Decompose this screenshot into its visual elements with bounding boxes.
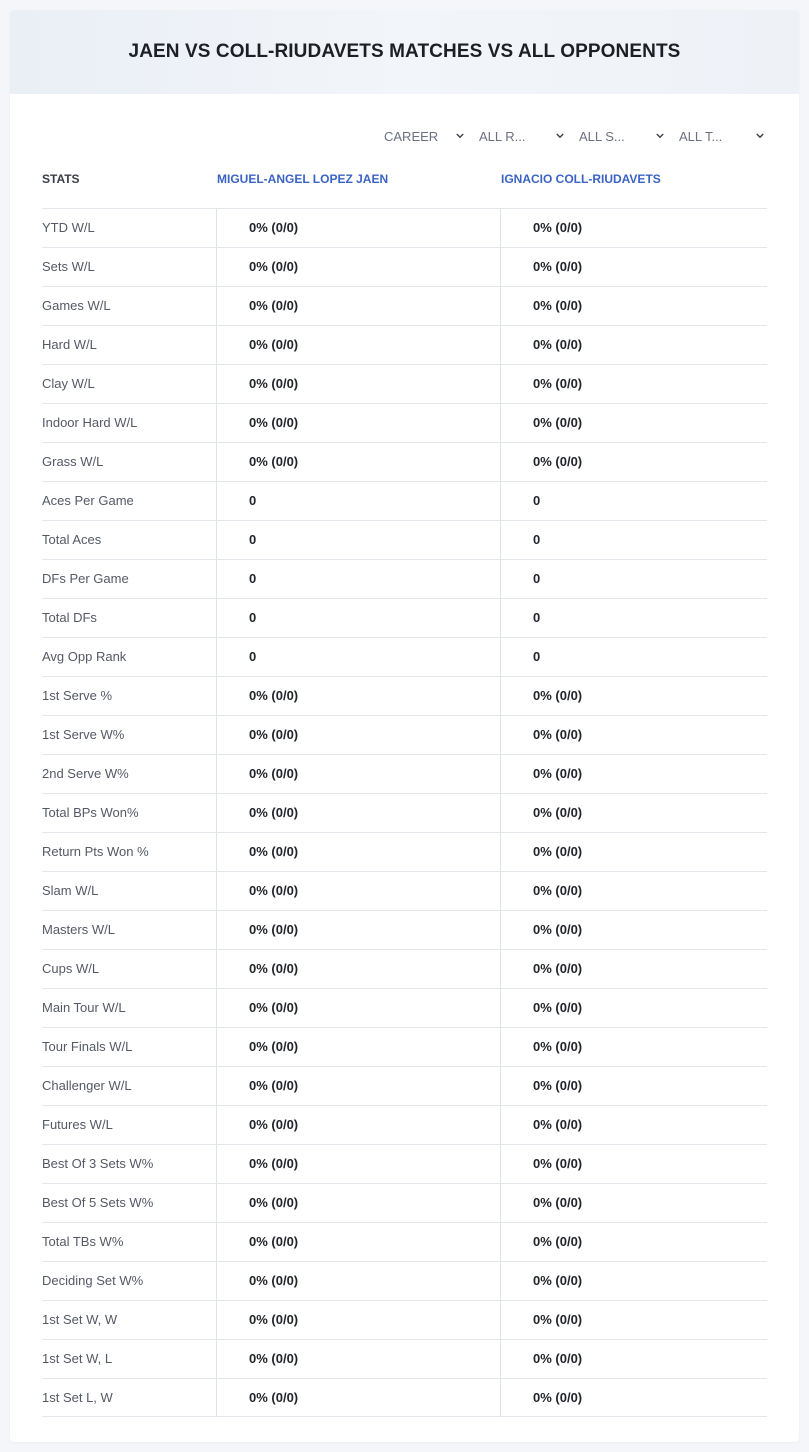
table-row (42, 1300, 767, 1339)
table-row (42, 637, 767, 676)
stat-label: Masters W/L (42, 922, 115, 937)
player2-stat-value: 0% (0/0) (500, 1184, 767, 1222)
stat-label: Deciding Set W% (42, 1273, 144, 1288)
player2-stat-value: 0% (0/0) (500, 1262, 767, 1300)
stat-label: Tour Finals W/L (42, 1039, 133, 1054)
stat-label: Hard W/L (42, 337, 97, 352)
table-row (42, 1339, 767, 1378)
stat-label: Cups W/L (42, 961, 100, 976)
player1-stat-value: 0 (216, 599, 500, 637)
stat-label: Games W/L (42, 298, 111, 313)
stat-label: YTD W/L (42, 220, 95, 235)
table-row (42, 1105, 767, 1144)
player1-stat-value: 0% (0/0) (216, 1223, 500, 1261)
player2-stat-value: 0 (500, 482, 767, 520)
player1-stat-value: 0% (0/0) (216, 443, 500, 481)
stat-label: Challenger W/L (42, 1078, 132, 1093)
stat-label: 1st Serve W% (42, 727, 125, 742)
player1-stat-value: 0% (0/0) (216, 1028, 500, 1066)
stat-label: Total BPs Won% (42, 805, 139, 820)
table-row (42, 676, 767, 715)
filter-tournaments-label: ALL T... (679, 128, 723, 144)
table-row (42, 1222, 767, 1261)
table-header (42, 170, 767, 208)
player2-stat-value: 0% (0/0) (500, 287, 767, 325)
filter-tournaments-select[interactable] (679, 126, 764, 146)
player2-stat-value: 0% (0/0) (500, 1340, 767, 1378)
table-row (42, 442, 767, 481)
stat-label: DFs Per Game (42, 571, 129, 586)
table-row (42, 403, 767, 442)
player1-stat-value: 0% (0/0) (216, 326, 500, 364)
player1-stat-value: 0% (0/0) (216, 677, 500, 715)
player1-stat-value: 0% (0/0) (216, 209, 500, 247)
player1-stat-value: 0 (216, 638, 500, 676)
table-row (42, 715, 767, 754)
chevron-down-icon (456, 132, 464, 140)
player2-stat-value: 0% (0/0) (500, 950, 767, 988)
player1-stat-value: 0% (0/0) (216, 365, 500, 403)
player1-stat-value: 0% (0/0) (216, 287, 500, 325)
player2-stat-value: 0% (0/0) (500, 1067, 767, 1105)
table-row (42, 793, 767, 832)
stat-label: Total Aces (42, 532, 102, 547)
stat-label: Best Of 3 Sets W% (42, 1156, 154, 1171)
stat-label: 1st Set W, W (42, 1312, 118, 1327)
player2-stat-value: 0 (500, 599, 767, 637)
table-row (42, 871, 767, 910)
player2-stat-value: 0% (0/0) (500, 716, 767, 754)
chevron-down-icon (556, 132, 564, 140)
table-row (42, 559, 767, 598)
player1-stat-value: 0% (0/0) (216, 404, 500, 442)
stat-label: Main Tour W/L (42, 1000, 126, 1015)
page-title: JAEN VS COLL-RIUDAVETS MATCHES VS ALL OPPONENTS (128, 41, 681, 62)
player1-stat-value: 0% (0/0) (216, 755, 500, 793)
player1-stat-value: 0% (0/0) (216, 716, 500, 754)
table-row (42, 286, 767, 325)
stat-label: Futures W/L (42, 1117, 113, 1132)
player1-stat-value: 0% (0/0) (216, 1106, 500, 1144)
table-row (42, 364, 767, 403)
column-header-player2-link[interactable]: IGNACIO COLL-RIUDAVETS (501, 172, 661, 186)
card-header (10, 10, 799, 94)
filter-rounds-label: ALL R... (479, 128, 526, 144)
filter-rounds-select[interactable] (479, 126, 564, 146)
player1-stat-value: 0% (0/0) (216, 1067, 500, 1105)
table-row (42, 1066, 767, 1105)
table-row (42, 949, 767, 988)
table-row (42, 1027, 767, 1066)
player1-stat-value: 0% (0/0) (216, 872, 500, 910)
table-row (42, 988, 767, 1027)
player2-stat-value: 0% (0/0) (500, 1223, 767, 1261)
player2-stat-value: 0% (0/0) (500, 833, 767, 871)
player1-stat-value: 0% (0/0) (216, 1301, 500, 1339)
table-row (42, 481, 767, 520)
stat-label: Clay W/L (42, 376, 95, 391)
table-row (42, 598, 767, 637)
stat-label: 2nd Serve W% (42, 766, 129, 781)
chevron-down-icon (656, 132, 664, 140)
table-row (42, 325, 767, 364)
stats-card (10, 10, 799, 1442)
player2-stat-value: 0% (0/0) (500, 404, 767, 442)
player2-stat-value: 0% (0/0) (500, 1301, 767, 1339)
player1-stat-value: 0 (216, 482, 500, 520)
stats-table-body (42, 208, 767, 1417)
stat-label: 1st Set L, W (42, 1390, 113, 1405)
player2-stat-value: 0% (0/0) (500, 209, 767, 247)
table-row (42, 208, 767, 247)
stat-label: 1st Serve % (42, 688, 113, 703)
player1-stat-value: 0% (0/0) (216, 1379, 500, 1417)
table-row (42, 247, 767, 286)
player1-stat-value: 0% (0/0) (216, 1340, 500, 1378)
stat-label: Sets W/L (42, 259, 95, 274)
player2-stat-value: 0 (500, 560, 767, 598)
table-row (42, 910, 767, 949)
column-header-player1-link[interactable]: MIGUEL-ANGEL LOPEZ JAEN (217, 172, 389, 186)
table-row (42, 754, 767, 793)
player1-stat-value: 0 (216, 521, 500, 559)
filter-bar (10, 126, 799, 148)
player2-stat-value: 0% (0/0) (500, 755, 767, 793)
stat-label: Grass W/L (42, 454, 104, 469)
chevron-down-icon (756, 132, 764, 140)
table-row (42, 832, 767, 871)
player2-stat-value: 0% (0/0) (500, 326, 767, 364)
table-row (42, 1144, 767, 1183)
filter-career-select[interactable] (384, 126, 464, 146)
player2-stat-value: 0% (0/0) (500, 794, 767, 832)
stat-label: Slam W/L (42, 883, 99, 898)
filter-surfaces-label: ALL S... (579, 128, 625, 144)
stat-label: Indoor Hard W/L (42, 415, 138, 430)
stat-label: Best Of 5 Sets W% (42, 1195, 154, 1210)
player2-stat-value: 0% (0/0) (500, 1145, 767, 1183)
player2-stat-value: 0% (0/0) (500, 1106, 767, 1144)
stat-label: Total DFs (42, 610, 97, 625)
player1-stat-value: 0% (0/0) (216, 794, 500, 832)
player2-stat-value: 0% (0/0) (500, 365, 767, 403)
filter-surfaces-select[interactable] (579, 126, 664, 146)
column-header-stats: STATS (42, 172, 80, 186)
player1-stat-value: 0% (0/0) (216, 1145, 500, 1183)
player2-stat-value: 0% (0/0) (500, 1028, 767, 1066)
table-row (42, 1261, 767, 1300)
player2-stat-value: 0% (0/0) (500, 1379, 767, 1417)
player1-stat-value: 0% (0/0) (216, 911, 500, 949)
player1-stat-value: 0% (0/0) (216, 833, 500, 871)
stat-label: Avg Opp Rank (42, 649, 127, 664)
player2-stat-value: 0% (0/0) (500, 677, 767, 715)
player2-stat-value: 0% (0/0) (500, 248, 767, 286)
player1-stat-value: 0% (0/0) (216, 248, 500, 286)
player2-stat-value: 0% (0/0) (500, 911, 767, 949)
player2-stat-value: 0% (0/0) (500, 443, 767, 481)
filter-career-label: CAREER (384, 128, 439, 144)
player2-stat-value: 0% (0/0) (500, 872, 767, 910)
table-row (42, 520, 767, 559)
player1-stat-value: 0% (0/0) (216, 1262, 500, 1300)
player1-stat-value: 0% (0/0) (216, 1184, 500, 1222)
player1-stat-value: 0% (0/0) (216, 950, 500, 988)
player1-stat-value: 0% (0/0) (216, 989, 500, 1027)
player2-stat-value: 0 (500, 521, 767, 559)
player2-stat-value: 0 (500, 638, 767, 676)
player2-stat-value: 0% (0/0) (500, 989, 767, 1027)
table-row (42, 1183, 767, 1222)
stat-label: Return Pts Won % (42, 844, 149, 859)
stat-label: Total TBs W% (42, 1234, 124, 1249)
table-row (42, 1378, 767, 1417)
stat-label: 1st Set W, L (42, 1351, 113, 1366)
stat-label: Aces Per Game (42, 493, 134, 508)
player1-stat-value: 0 (216, 560, 500, 598)
